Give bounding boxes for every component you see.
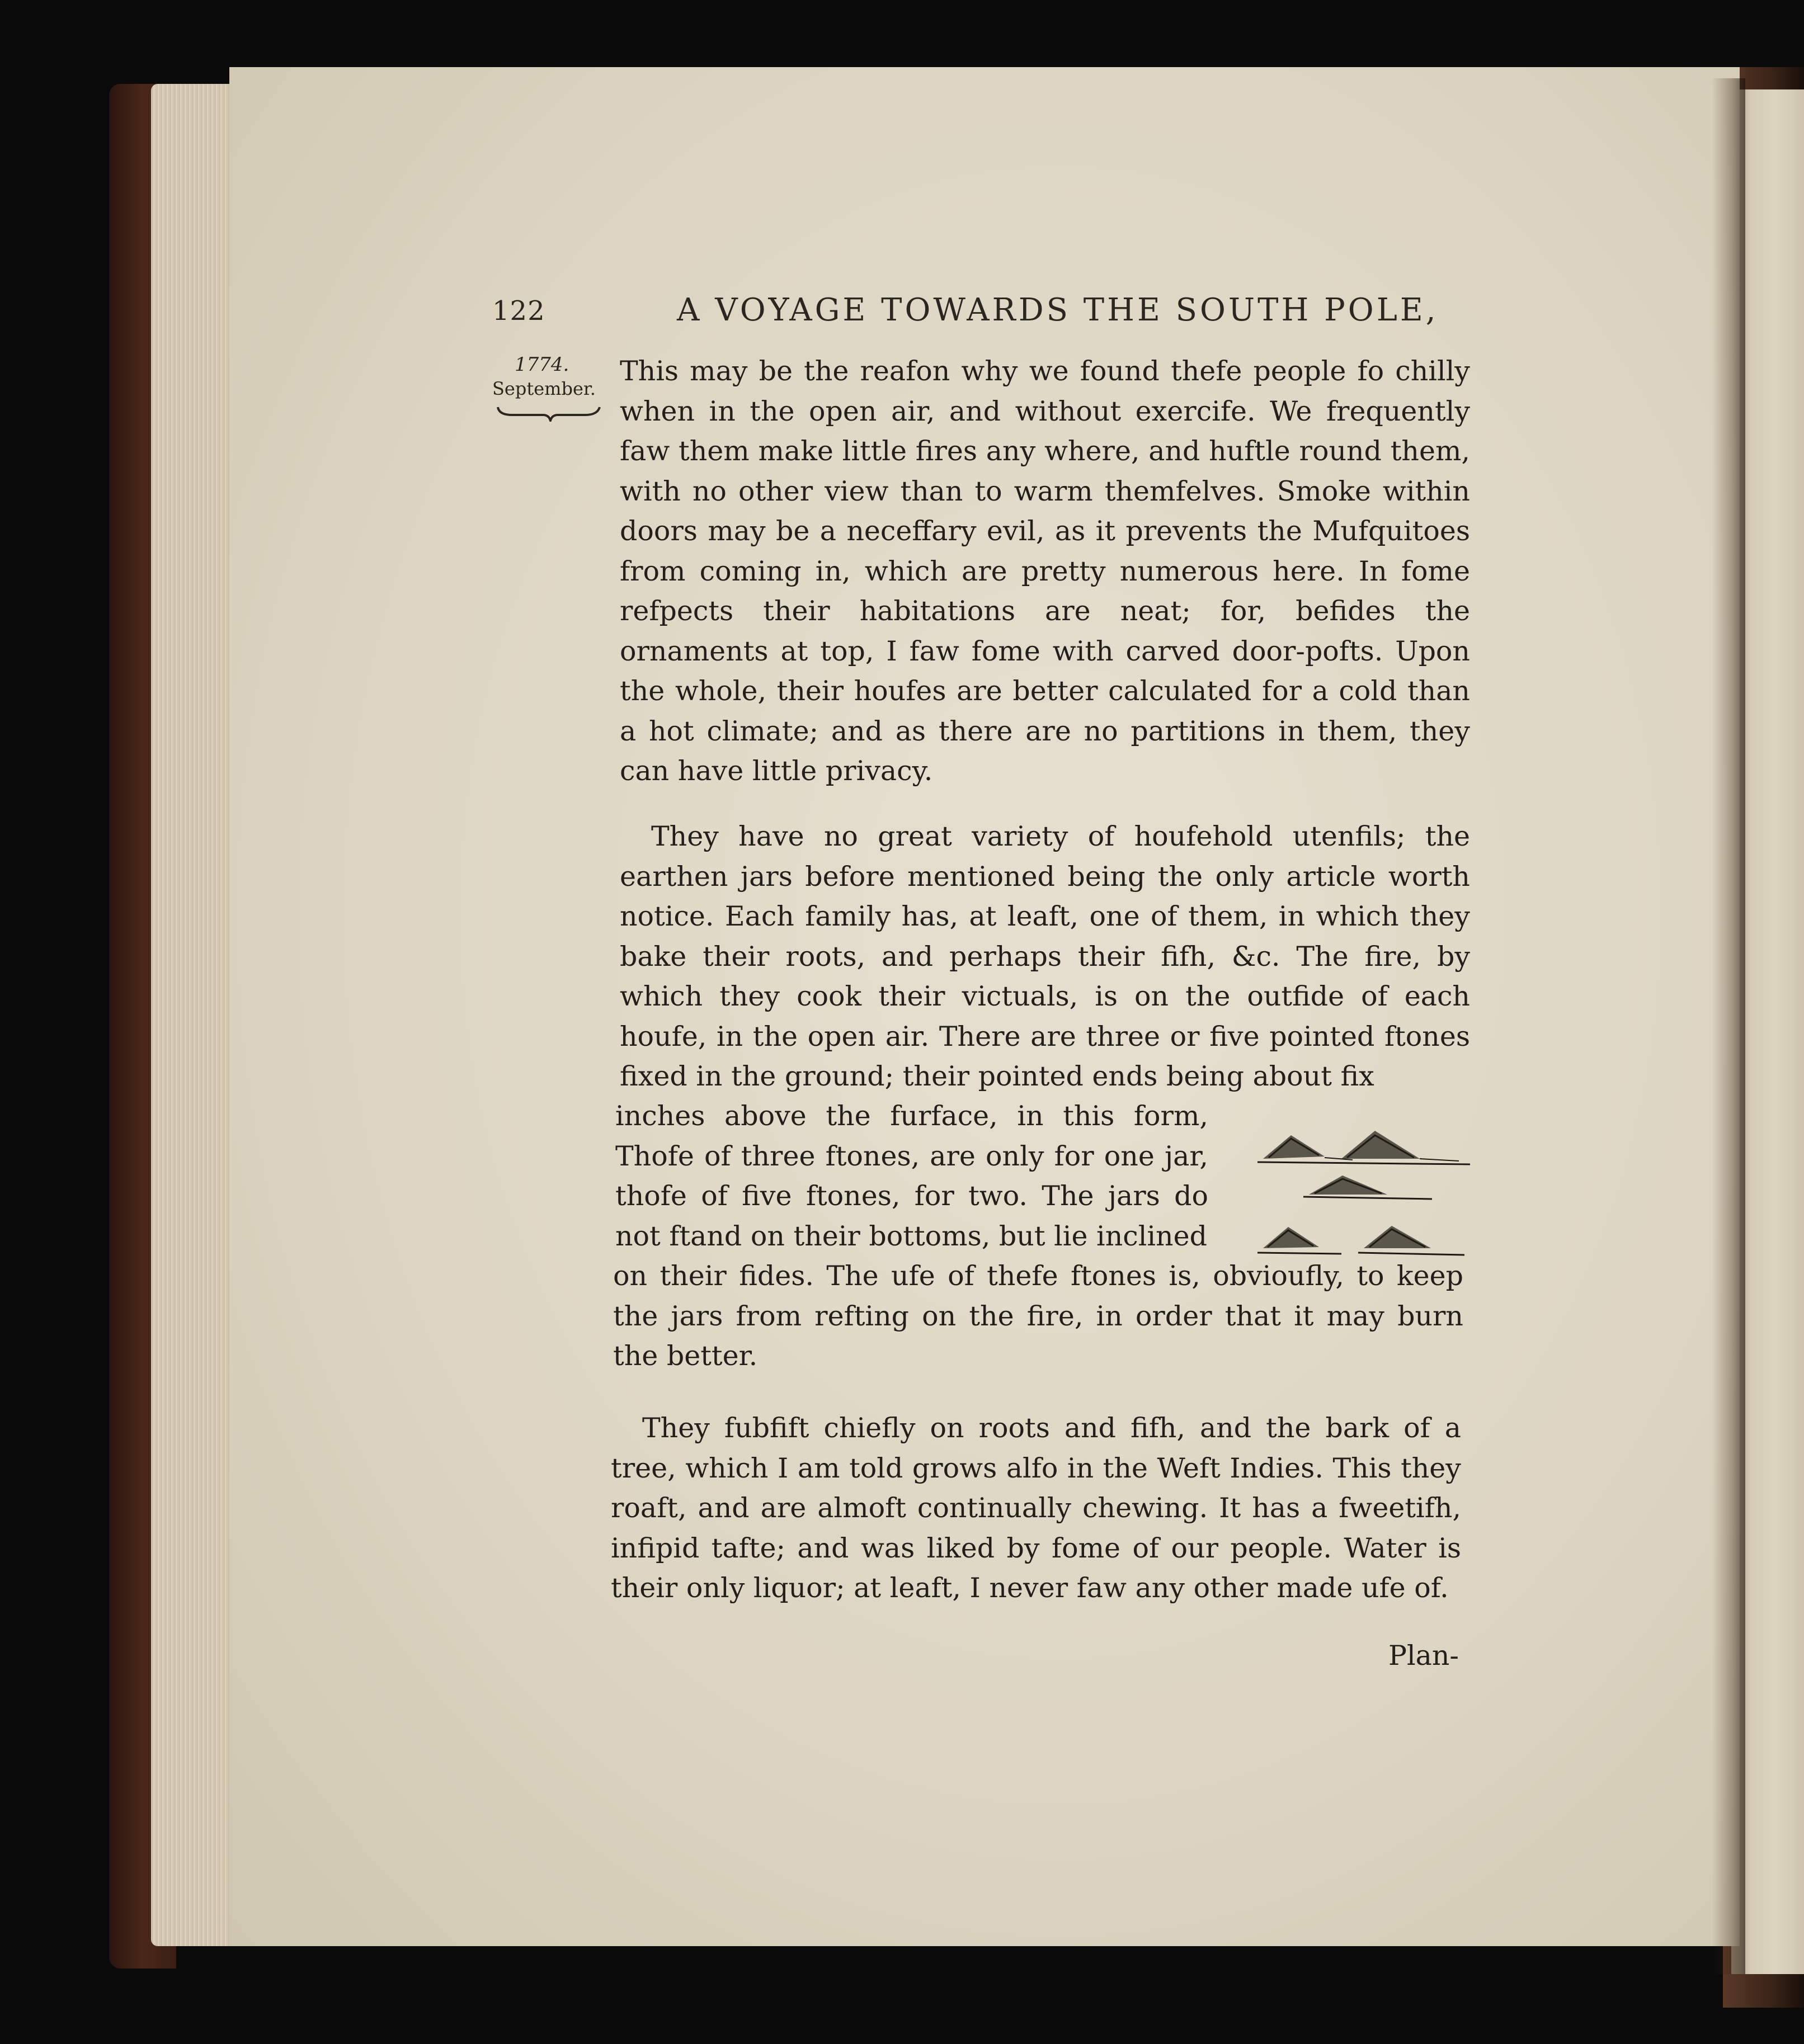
paragraph-3: They fubfift chiefly on roots and fifh, and the bark of a tree, which I am told grows alfo in the Weft Indies. This they roaft, and are almoft continually chewing. It has a fweetifh, infipid tafte; and was liked by fome of our people. Water is their only liquor; at leaft, I never faw any other made ufe of. xyxy=(611,1412,1461,1604)
paragraph-1: This may be the reafon why we found thefe people fo chilly when in the open air, and without exercife. We frequently faw them make little fires any where, and huftle round them, with no other view than to warm themfelves. Smoke within doors may be a neceffary evil, as it prevents the Mufquitoes from coming in, which are pretty numerous here. In fome refpects their habitations are neat; for, befides the ornaments at top, I faw fome with carved door-pofts. Upon the whole, their houfes are better calculated for a cold than a hot climate; and as there are no partitions in them, they can have little privacy. xyxy=(620,355,1470,787)
catchword: Plan- xyxy=(1388,1640,1459,1672)
margin-month: September. xyxy=(492,378,596,399)
cooking-stones-icon xyxy=(1303,1169,1438,1202)
running-head: A VOYAGE TOWARDS THE SOUTH POLE, xyxy=(677,292,1439,328)
page-gutter xyxy=(1712,78,1745,1974)
cooking-stones-icon xyxy=(1257,1208,1470,1258)
cooking-stones-icon xyxy=(1257,1118,1470,1169)
paragraph-2: They have no great variety of houfehold utenfils; the earthen jars before mentioned being the only article worth notice. Each family has, at leaft, one of them, in which they bake their roots, and perhaps their fifh, &c. The fire, by which they cook their victuals, is on the outfide of each houfe, in the open air. There are three or five pointed ftones fixed in the ground; their pointed ends being about fix xyxy=(620,820,1470,1092)
paragraph-2-beside-figure: inches above the furface, in this form, Thofe of three ftones, are only for one jar, thofe of five ftones, for two. The jars do not ftand on their bottoms, but lie inclined xyxy=(615,1100,1208,1252)
brace-icon xyxy=(496,405,602,422)
page-number: 122 xyxy=(492,295,545,327)
margin-year: 1774. xyxy=(515,353,569,376)
paragraph-2-continued: on their fides. The ufe of thefe ftones is, obvioufly, to keep the jars from refting on the fire, in order that it may burn the better. xyxy=(613,1260,1463,1372)
